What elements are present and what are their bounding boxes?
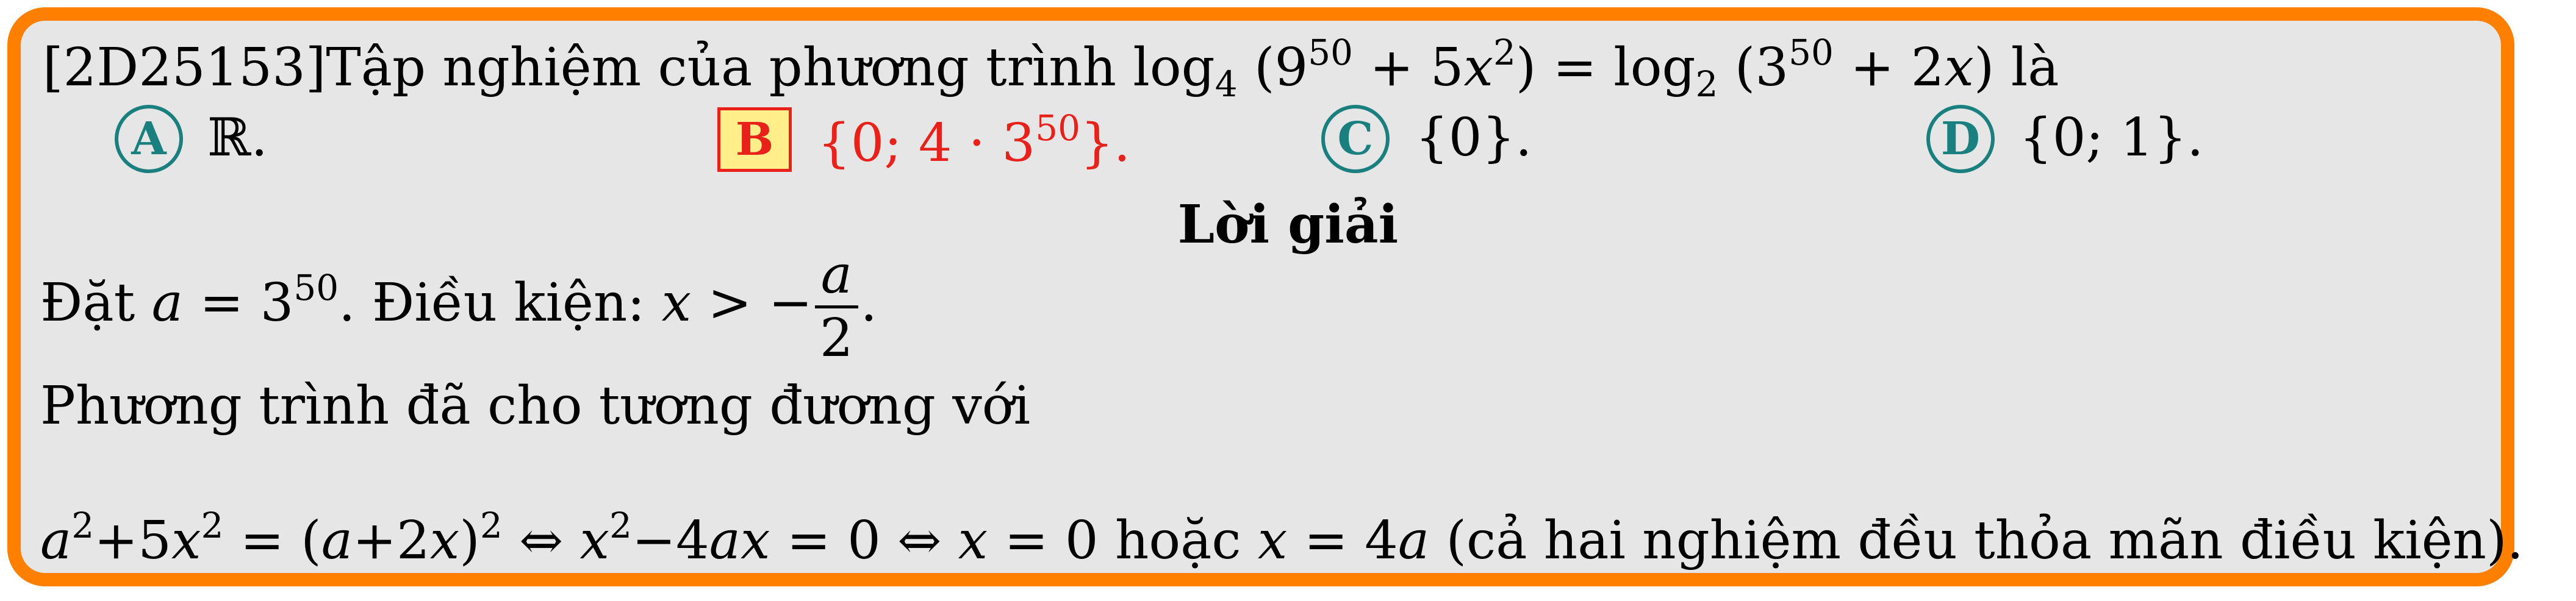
option-b-marker[interactable]: B [717, 107, 792, 172]
arg-right-mid: + 2 [1833, 37, 1945, 98]
fraction-denominator: 2 [819, 307, 853, 369]
sol-l1-exp: 50 [293, 266, 339, 308]
arg-left-exp: 50 [1308, 32, 1354, 73]
option-b-text[interactable] [817, 107, 1130, 174]
option-c-marker[interactable]: C [1321, 105, 1390, 173]
l3-sq4: 2 [609, 505, 632, 546]
l3-x: x [171, 510, 201, 571]
l3-eq0b: = 0 hoặc [988, 510, 1258, 571]
question-code: [2D25153] [43, 37, 326, 98]
solution-title: Lời giải [1177, 194, 1399, 255]
l3-note: (cả hai nghiệm đều thỏa mãn điều kiện). [1429, 510, 2524, 571]
log-left: log [1133, 37, 1215, 98]
option-d-text[interactable]: {0; 1}. [2019, 107, 2204, 168]
fraction [815, 245, 858, 369]
arg-right-open: (3 [1734, 37, 1789, 98]
solution-line-1 [40, 245, 877, 369]
l3-minus: −4 [631, 510, 709, 571]
l3-close: ) [459, 510, 480, 571]
fraction-numerator: a [815, 245, 858, 308]
l3-a: a [40, 510, 72, 571]
sol-l1-x: x [661, 272, 692, 333]
solution-line-2: Phương trình đã cho tương đương với [40, 375, 1031, 436]
log-left-base: 4 [1214, 63, 1238, 105]
sol-l1-eq: = 3 [182, 272, 294, 333]
arg-right-var: x [1944, 37, 1974, 98]
arg-left-close: ) [1515, 37, 1537, 98]
arg-left-open: (9 [1254, 37, 1308, 98]
option-a-marker[interactable]: A [115, 105, 183, 173]
l3-a3: a [1397, 510, 1430, 571]
l3-plus2: +2 [352, 510, 430, 571]
arg-left-exp2: 2 [1493, 32, 1516, 73]
option-c-text[interactable]: {0}. [1415, 107, 1532, 168]
question-tail: là [1994, 37, 2059, 98]
log-right-base: 2 [1695, 63, 1718, 105]
option-b-text-exp: 50 [1035, 107, 1080, 149]
l3-eq0: = 0 [770, 510, 881, 571]
question-stem: Tập nghiệm của phương trình [326, 37, 1116, 98]
l3-iff: ⇔ [502, 510, 580, 571]
solution-line-3 [40, 505, 2524, 571]
equals-sign: = [1536, 37, 1614, 98]
l3-eq-open: = ( [223, 510, 321, 571]
sol-l1-gt: > − [691, 272, 813, 333]
l3-x3: x [579, 510, 609, 571]
sol-l1-end: . [860, 272, 877, 333]
l3-a2: a [321, 510, 353, 571]
arg-left-mid: + 5 [1353, 37, 1464, 98]
l3-iff2: ⇔ [880, 510, 958, 571]
l3-x2: x [429, 510, 460, 571]
l3-sq3: 2 [479, 505, 503, 546]
sol-l1-cond: . Điều kiện: [339, 272, 662, 333]
l3-ax: ax [709, 510, 770, 571]
arg-right-exp: 50 [1788, 32, 1834, 73]
sol-l1-pre: Đặt [40, 272, 152, 333]
question-line [43, 32, 2059, 105]
l3-plus5: +5 [94, 510, 171, 571]
sol-l1-var: a [151, 272, 183, 333]
arg-left-var: x [1463, 37, 1493, 98]
l3-sq2: 2 [201, 505, 224, 546]
option-d-marker[interactable]: D [1926, 105, 1995, 173]
log-right: log [1613, 37, 1696, 98]
option-b-text-pre: {0; 4 · 3 [817, 113, 1036, 174]
option-b-text-post: }. [1080, 113, 1131, 174]
option-a-text[interactable]: ℝ. [207, 107, 268, 168]
l3-eq4: = 4 [1287, 510, 1398, 571]
l3-x4: x [958, 510, 988, 571]
l3-sq1: 2 [71, 505, 95, 546]
arg-right-close: ) [1973, 37, 1995, 98]
l3-x5: x [1257, 510, 1288, 571]
